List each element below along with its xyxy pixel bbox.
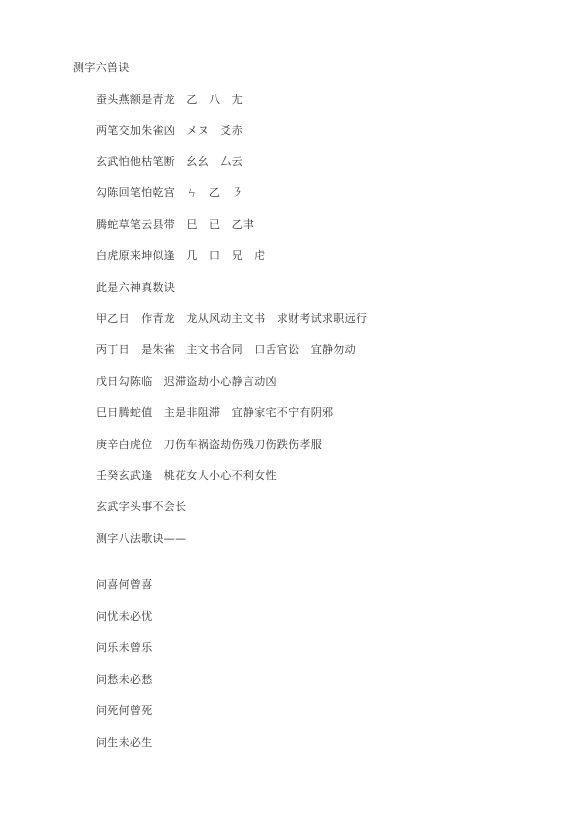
text-line: 壬癸玄武逢 桃花女人小心不利女性 (96, 469, 277, 482)
text-line: 问愁未必愁 (96, 673, 153, 686)
text-line: 腾蛇草笔云县带 巳 已 乙聿 (96, 218, 255, 231)
text-line: 问喜何曾喜 (96, 578, 153, 591)
text-line: 丙丁日 是朱雀 主文书合同 口舌官讼 宜静勿动 (96, 343, 356, 356)
text-line: 问忧未必忧 (96, 610, 153, 623)
text-line: 测字八法歌诀—— (96, 532, 187, 545)
text-line: 白虎原来坤似逢 几 口 兄 虍 (96, 249, 266, 262)
document-title: 测字六兽诀 (73, 61, 130, 74)
text-line: 庚辛白虎位 刀伤车祸盗劫伤残刀伤跌伤孝服 (96, 438, 322, 451)
text-line: 问生未必生 (96, 736, 153, 749)
text-line: 玄武字头事不会长 (96, 500, 187, 513)
text-line: 玄武怕他枯笔断 幺幺 厶云 (96, 155, 243, 168)
text-line: 勾陈回笔怕乾宫 ㄣ 乙 ㇋ (96, 186, 243, 199)
text-line: 问乐未曾乐 (96, 641, 153, 654)
text-line: 戊日勾陈临 迟滞盗劫小心静言动凶 (96, 375, 277, 388)
text-line: 问死何曾死 (96, 704, 153, 717)
text-line: 两笔交加朱雀凶 メヌ 爻赤 (96, 124, 243, 137)
text-line: 此是六神真数诀 (96, 281, 176, 294)
text-line: 甲乙日 作青龙 龙从风动主文书 求财考试求职远行 (96, 312, 368, 325)
text-line: 蚕头燕额是青龙 乙 八 尢 (96, 93, 243, 106)
text-line: 巳日腾蛇值 主是非阻滞 宜静家宅不宁有阴邪 (96, 406, 334, 419)
